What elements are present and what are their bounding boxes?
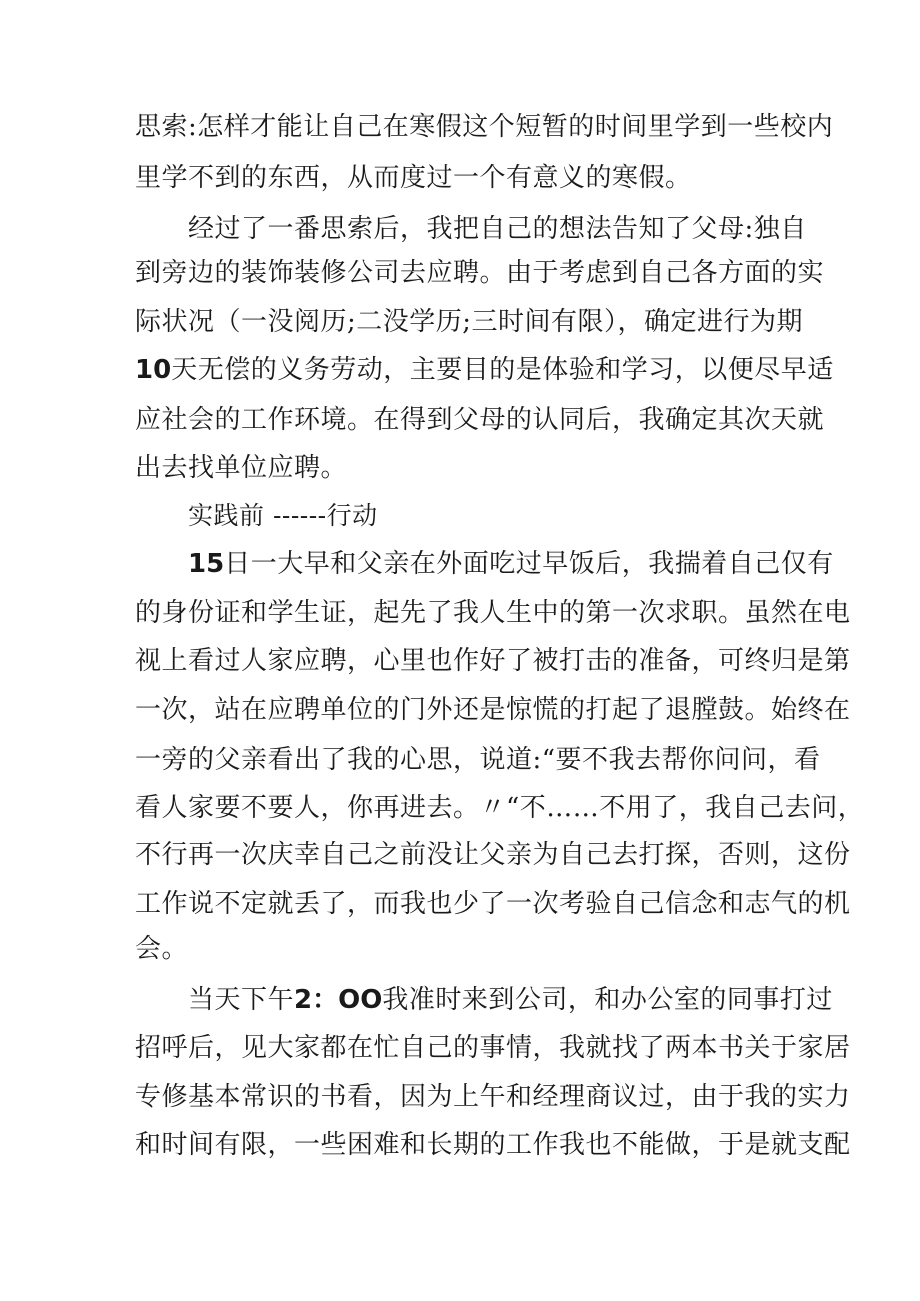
paragraph-2-line-6: 出去找单位应聘。 <box>135 453 348 483</box>
paragraph-3-line-4: 一次，站在应聘单位的门外还是惊慌的打起了退膛鼓。始终在 <box>135 695 851 725</box>
paragraph-3-line-1 <box>188 544 834 584</box>
paragraph-2-line-2: 到旁边的装饰装修公司去应聘。由于考虑到自己各方面的实 <box>135 258 825 288</box>
paragraph-3-line-5: 一旁的父亲看出了我的心思，说道:“要不我去帮你问问，看 <box>135 745 821 775</box>
date-number: 15 <box>188 549 225 579</box>
paragraph-1-line-1: 思索:怎样才能让自己在寒假这个短暂的时间里学到一些校内 <box>135 112 834 142</box>
paragraph-2-line-3: 际状况（一没阅历;二没学历;三时间有限），确定进行为期 <box>135 307 804 337</box>
paragraph-3-line-9: 会。 <box>135 934 189 964</box>
paragraph-1-line-2: 里学不到的东西，从而度过一个有意义的寒假。 <box>135 163 692 193</box>
paragraph-4-line-1 <box>188 980 833 1020</box>
paragraph-4-line-1-text: 我准时来到公司，和办公室的同事打过 <box>382 985 833 1015</box>
paragraph-3-line-6: 看人家要不要人，你再进去。〃“不……不用了，我自己去问， <box>135 793 865 823</box>
section-heading: 实践前 ------行动 <box>188 501 378 530</box>
time-number: 2：OO <box>294 985 383 1015</box>
duration-number: 10 <box>135 355 172 385</box>
paragraph-3-line-3: 视上看过人家应聘，心里也作好了被打击的准备，可终归是第 <box>135 646 851 676</box>
paragraph-2-line-5: 应社会的工作环境。在得到父母的认同后，我确定其次天就 <box>135 405 825 435</box>
paragraph-3-line-2: 的身份证和学生证，起先了我人生中的第一次求职。虽然在电 <box>135 598 851 628</box>
paragraph-3-line-8: 工作说不定就丢了，而我也少了一次考验自己信念和志气的机 <box>135 889 851 919</box>
paragraph-4-line-3: 专修基本常识的书看，因为上午和经理商议过，由于我的实力 <box>135 1082 851 1112</box>
paragraph-4-line-1-pre: 当天下午 <box>188 985 295 1015</box>
paragraph-2-line-4-text: 天无偿的义务劳动，主要目的是体验和学习，以便尽早适 <box>171 355 834 385</box>
paragraph-4-line-2: 招呼后，见大家都在忙自己的事情，我就找了两本书关于家居 <box>135 1033 851 1063</box>
paragraph-2-line-1: 经过了一番思索后，我把自己的想法告知了父母:独自 <box>188 214 807 244</box>
paragraph-4-line-4: 和时间有限，一些困难和长期的工作我也不能做，于是就支配 <box>135 1130 851 1160</box>
paragraph-2-line-4 <box>135 350 834 390</box>
paragraph-3-line-1-text: 日一大早和父亲在外面吃过早饭后，我揣着自己仅有 <box>224 549 834 579</box>
paragraph-3-line-7: 不行再一次庆幸自己之前没让父亲为自己去打探，否则，这份 <box>135 840 851 870</box>
